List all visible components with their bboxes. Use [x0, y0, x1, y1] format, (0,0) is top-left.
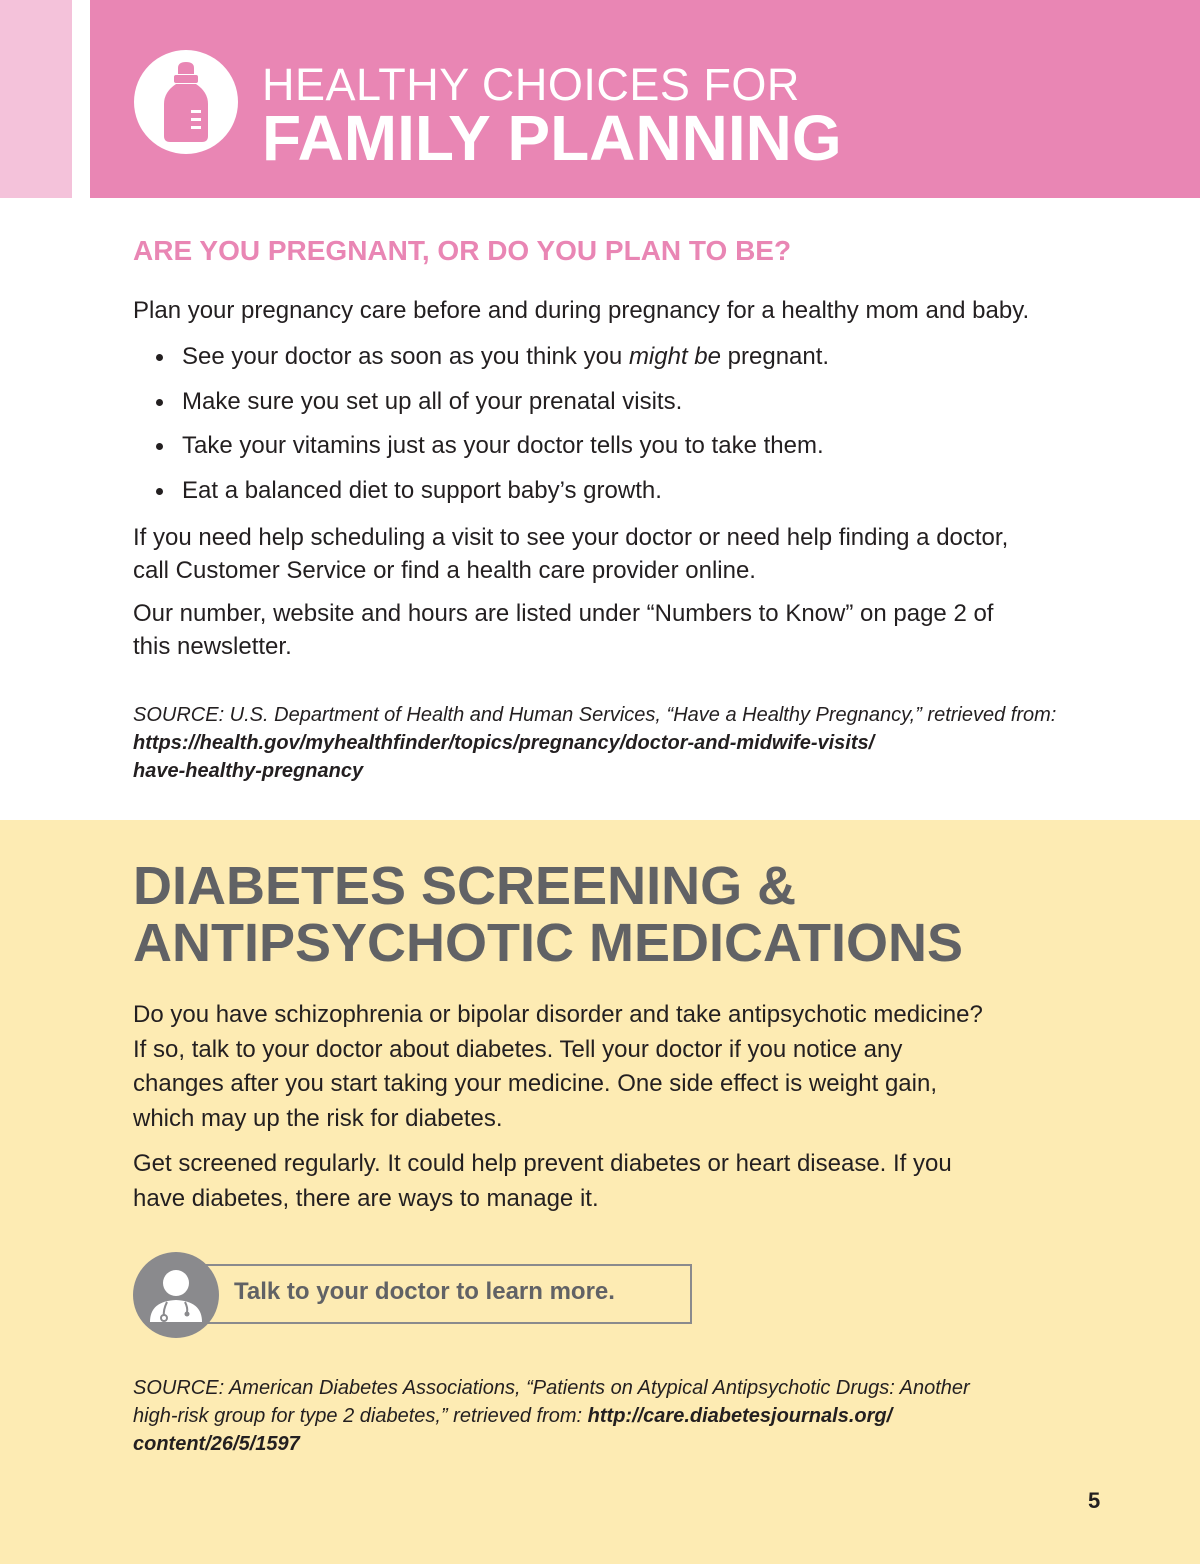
pregnancy-heading: ARE YOU PREGNANT, OR DO YOU PLAN TO BE?	[133, 235, 792, 266]
list-item: Take your vitamins just as your doctor tells you to take them.	[133, 429, 829, 474]
numbers-paragraph: Our number, website and hours are listed under “Numbers to Know” on page 2 of this newsletter.	[133, 600, 994, 660]
pregnancy-intro: Plan your pregnancy care before and during pregnancy for a healthy mom and baby.	[133, 297, 1030, 324]
baby-bottle-icon	[134, 50, 238, 154]
side-tab	[0, 0, 72, 198]
list-item: See your doctor as soon as you think you might be pregnant.	[133, 340, 829, 385]
page-number: 5	[1088, 1488, 1101, 1513]
diabetes-source-link-cont[interactable]: content/26/5/1597	[133, 1433, 300, 1455]
diabetes-source-link[interactable]: http://care.diabetesjournals.org/	[587, 1405, 893, 1427]
header-banner	[90, 0, 1200, 198]
pregnancy-source: SOURCE: U.S. Department of Health and Human Services, “Have a Healthy Pregnancy,” retrieved from: https://health.gov/myhealthfinder/topics/pregnancy/doctor-and-midwife-visits/ have-healthy-pregnancy	[133, 704, 1057, 782]
help-paragraph: If you need help scheduling a visit to see your doctor or need help finding a doctor, call Customer Service or find a health care provider online.	[133, 524, 1009, 584]
callout-text: Talk to your doctor to learn more.	[234, 1278, 615, 1305]
header-kicker: HEALTHY CHOICES FOR	[262, 59, 800, 110]
header-title: FAMILY PLANNING	[262, 102, 842, 174]
pregnancy-source-link[interactable]: https://health.gov/myhealthfinder/topics/pregnancy/doctor-and-midwife-visits/	[133, 732, 875, 754]
diabetes-paragraph-1: Do you have schizophrenia or bipolar disorder and take antipsychotic medicine? If so, talk to your doctor about diabetes. Tell your doctor if you notice any changes after you start taking your medicine. One side effect is weight gain, which may up the risk for diabetes.	[133, 1001, 983, 1132]
pregnancy-source-link-cont[interactable]: have-healthy-pregnancy	[133, 760, 364, 782]
diabetes-paragraph-2: Get screened regularly. It could help prevent diabetes or heart disease. If you have diabetes, there are ways to manage it.	[133, 1150, 952, 1212]
pregnancy-bullet-list	[133, 340, 829, 518]
list-item: Make sure you set up all of your prenatal visits.	[133, 385, 829, 430]
doctor-icon	[133, 1252, 219, 1338]
diabetes-source: SOURCE: American Diabetes Associations, “Patients on Atypical Antipsychotic Drugs: Another high-risk group for type 2 diabetes,” retrieved from: http://care.diabetesjournals.org/ content/26/5/1597	[133, 1377, 970, 1455]
list-item: Eat a balanced diet to support baby’s growth.	[133, 474, 829, 519]
diabetes-title: DIABETES SCREENING & ANTIPSYCHOTIC MEDICATIONS	[133, 856, 964, 973]
